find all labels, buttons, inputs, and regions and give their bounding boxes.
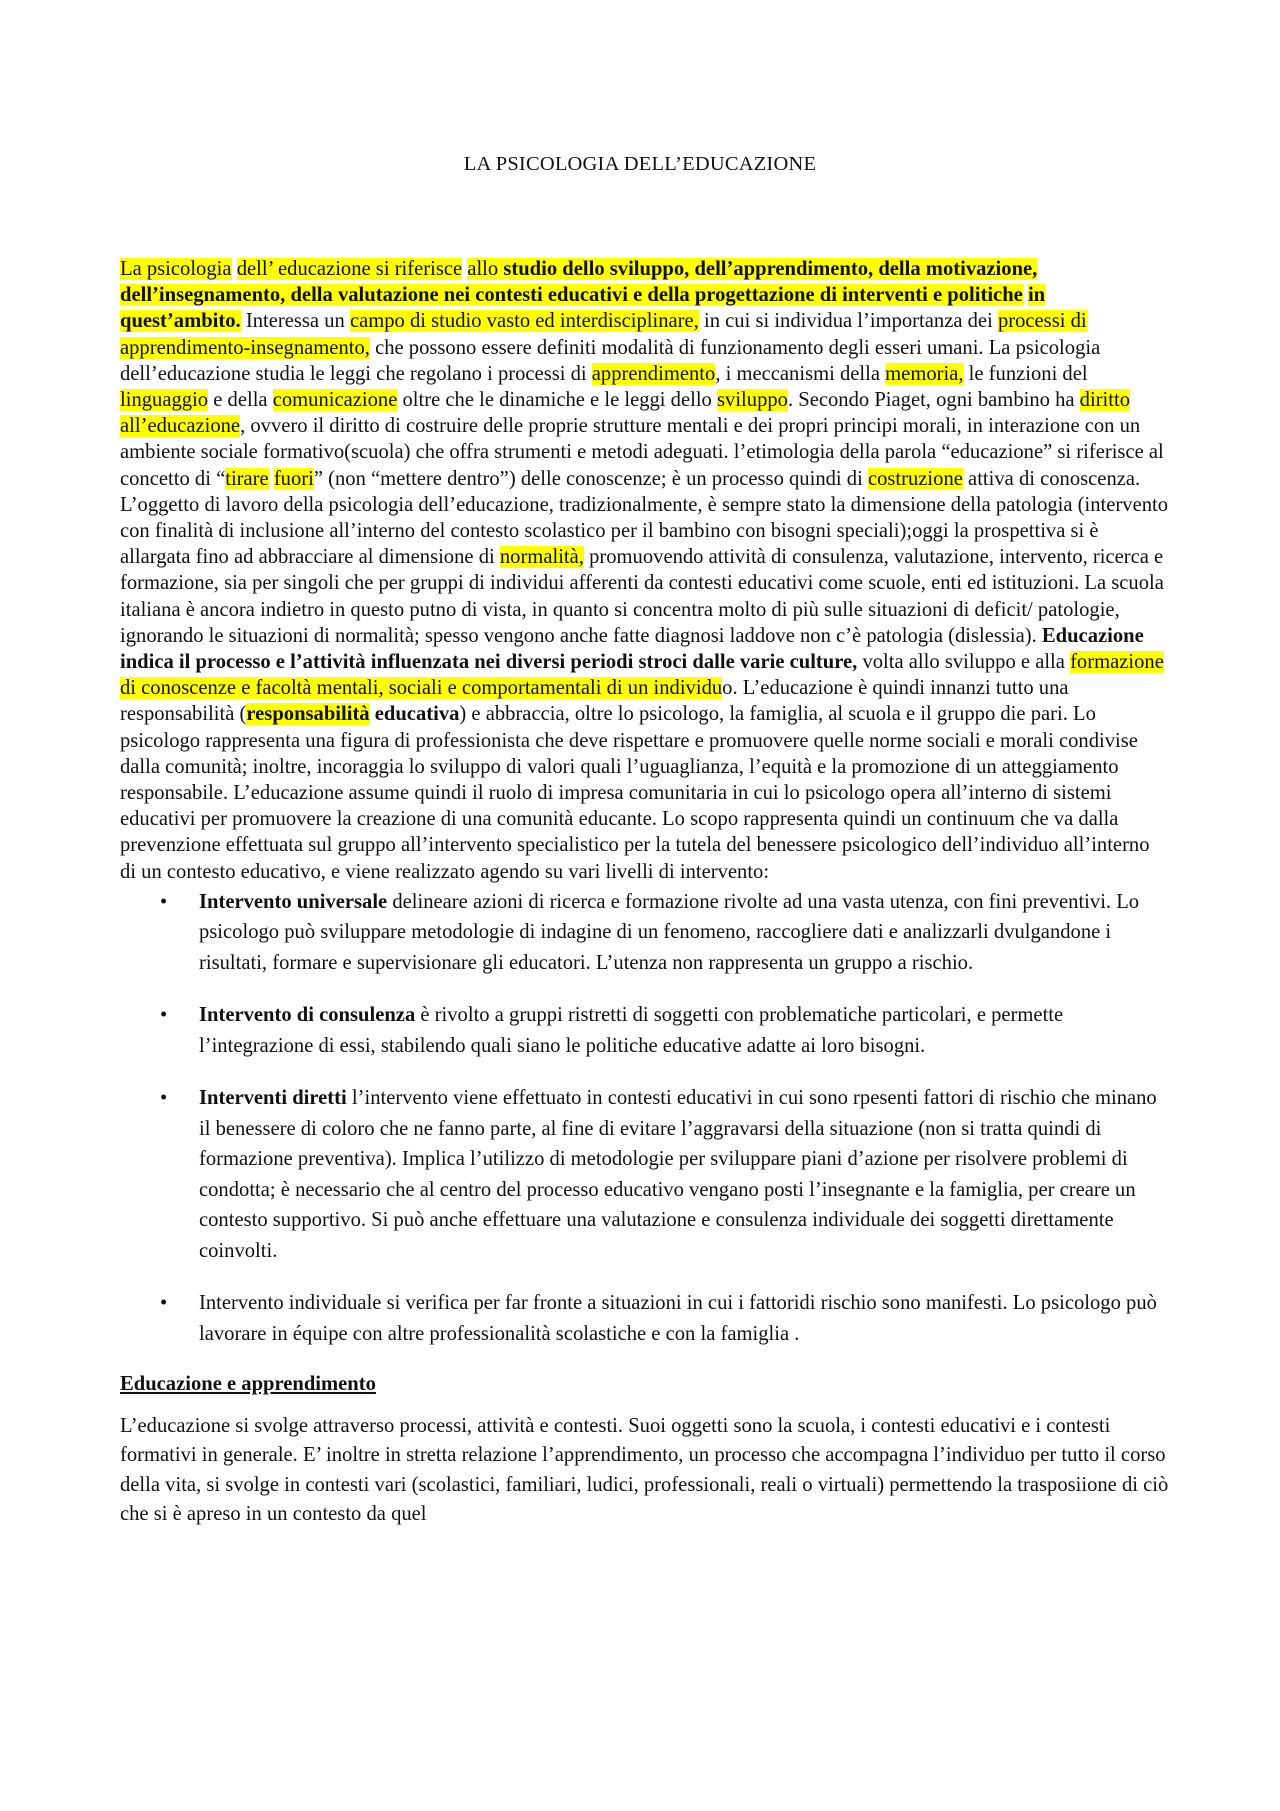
intro-paragraph: La psicologia dell’ educazione si riferisce allo studio dello sviluppo, dell’apprendimento, della motivazione, dell’insegnamento, della valutazione nei contesti educativi e della progettazione di interventi e politiche in quest’ambito. Interessa un campo di studio vasto ed interdisciplinare, in cui si individua l’importanza dei processi di apprendimento-insegnamento, che possono essere definiti modalità di funzionamento degli esseri umani. La psicologia dell’educazione studia le leggi che regolano i processi di apprendimento, i meccanismi della memoria, le funzioni del linguaggio e della comunicazione oltre che le dinamiche e le leggi dello sviluppo. Secondo Piaget, ogni bambino ha diritto all’educazione, ovvero il diritto di costruire delle proprie strutture mentali e dei propri principi morali, in interazione con un ambiente sociale formativo(scuola) che offra strumenti e metodi adeguati. l’etimologia della parola “educazione” si riferisce al concetto di “tirare fuori” (non “mettere dentro”) delle conoscenze; è un processo quindi di costruzione attiva di conoscenza. L’oggetto di lavoro della psicologia dell’educazione, tradizionalmente, è sempre stato la dimensione della patologia (intervento con finalità di inclusione all’interno del contesto scolastico per il bambino con bisogni speciali);oggi la prospettiva si è allargata fino ad abbracciare al dimensione di normalità, promuovendo attività di consulenza, valutazione, intervento, ricerca e formazione, sia per singoli che per gruppi di individui afferenti da contesti educativi come scuole, enti ed istituzioni. La scuola italiana è ancora indietro in questo putno di vista, in quanto si concentra molto di più sulle situazioni di deficit/ patologie, ignorando le situazioni di normalità; spesso vengono anche fatte diagnosi laddove non c’è patologia (dislessia). Educazione indica il processo e l’attività influenzata nei diversi periodi stroci dalle varie culture, volta allo sviluppo e alla formazione di conoscenze e facoltà mentali, sociali e comportamentali di un individuo. L’educazione è quindi innanzi tutto una responsabilità (responsabilità educativa) e abbraccia, oltre lo psicologo, la famiglia, al scuola e il gruppo die pari. Lo psicologo rappresenta una figura di professionista che deve rispettare e promuovere quelle norme sociali e morali condivise dalla comunità; inoltre, incoraggia lo sviluppo di valori quali l’uguaglianza, l’equità e la promozione di un atteggiamento responsabile. L’educazione assume quindi il ruolo di impresa comunitaria in cui lo psicologo opera all’interno di sistemi educativi per promuovere la creazione di una comunità educante. Lo scopo rappresenta quindi un continuum che va dalla prevenzione effettuata sul gruppo all’intervento specialistico per la tutela del benessere psicologico dell’individuo all’interno di un contesto educativo, e viene realizzato agendo su vari livelli di intervento: (120, 258, 1169, 883)
highlighted-text: fuori (273, 467, 314, 490)
bullet-icon: • (160, 1292, 168, 1315)
bullet-term: Intervento universale (199, 890, 388, 913)
highlighted-text: di conoscenze e facoltà mentali, sociali e comportamentali di un individu (120, 677, 723, 700)
highlighted-text: tirare (225, 467, 269, 490)
bullet-text: è rivolto a gruppi ristretti di soggetti con problematiche particolari, e permette l’integrazione di essi, stabilendo quali siano le politiche educative adatte ai loro bisogni. (199, 1004, 1064, 1057)
highlighted-text: costruzione (867, 467, 963, 490)
bullet-text: Intervento individuale si verifica per far fronte a situazioni in cui i fattoridi rischio sono manifesti. Lo psicologo può lavorare in équipe con altre professionalità scolastiche e con la famiglia . (199, 1292, 1157, 1345)
bullet-icon: • (160, 1004, 168, 1027)
highlighted-text: campo di studio vasto ed interdisciplinare, (349, 310, 699, 333)
bullet-text: l’intervento viene effettuato in contesti educativi in cui sono rpesenti fattori di rischio che minano il benessere di coloro che ne fanno parte, al fine di evitare l’aggravarsi della situazione (non si tratta quindi di formazione preventiva). Implica l’utilizzo di metodologie per sviluppare piani d’azione per risolvere problemi di condotta; è necessario che al centro del processo educativo vengano posti l’insegnante e la famiglia, per creare un contesto supportivo. Si può anche effettuare una valutazione e consulenza individuale dei soggetti direttamente coinvolti. (199, 1087, 1157, 1262)
section-paragraph: L’educazione si svolge attraverso processi, attività e contesti. Suoi oggetti sono la scuola, i contesti educativi e i contesti formativi in generale. E’ inoltre in stretta relazione l’apprendimento, un processo che accompagna l’individuo per tutto il corso della vita, si svolge in contesti vari (scolastici, familiari, ludici, professionali, reali o virtuali) permettendo la trasposiione di ciò che si è apreso in un contesto da quel (120, 1414, 1169, 1526)
highlighted-bold-text: studio dello sviluppo, dell’apprendimento, della motivazione, dell’insegnamento, della valutazione nei contesti educativi e della progettazione di interventi e politiche (120, 258, 1038, 307)
highlighted-text: memoria, (885, 362, 964, 385)
highlighted-text: processi di apprendimento-insegnamento, (120, 310, 1087, 359)
highlighted-bold-text: responsabilità (246, 703, 370, 726)
highlighted-text: allo (467, 258, 504, 280)
bullet-icon: • (160, 890, 168, 913)
highlighted-text: apprendimento (591, 362, 716, 385)
highlighted-text: comunicazione (272, 389, 398, 412)
intervention-levels-list (120, 887, 1170, 1350)
list-item (120, 1288, 1170, 1349)
highlighted-text: diritto all’educazione (120, 389, 1131, 438)
highlighted-text: linguaggio (120, 389, 209, 412)
highlighted-bold-text: in quest’ambito. (120, 284, 1046, 333)
bullet-term: Interventi diretti (199, 1087, 347, 1110)
highlighted-text: sviluppo (717, 389, 788, 412)
list-item (120, 1083, 1170, 1266)
list-item (120, 887, 1170, 979)
section-heading: Educazione e apprendimento (120, 1373, 376, 1396)
bold-text: educativa (369, 703, 460, 726)
document-body (120, 256, 1170, 1530)
bullet-icon: • (160, 1087, 168, 1110)
highlighted-text: La psicologia (120, 258, 232, 280)
highlighted-text: dell’ educazione si riferisce (236, 258, 463, 280)
highlighted-text: formazione (1070, 651, 1164, 674)
highlighted-text: normalità, (499, 546, 584, 569)
list-item (120, 1000, 1170, 1061)
bullet-term: Intervento di consulenza (199, 1004, 416, 1027)
bold-text: Educazione indica il processo e l’attività influenzata nei diversi periodi stroci dalle varie culture, (120, 624, 1144, 674)
bullet-text: delineare azioni di ricerca e formazione rivolte ad una vasta utenza, con fini preventivi. Lo psicologo può sviluppare metodologie di indagine di un fenomeno, raccogliere dati e analizzarli dvulgandone i risultati, formare e supervisionare gli educatori. L’utenza non rappresenta un gruppo a rischio. (199, 890, 1140, 974)
document-title: LA PSICOLOGIA DELL’EDUCAZIONE (463, 153, 817, 175)
